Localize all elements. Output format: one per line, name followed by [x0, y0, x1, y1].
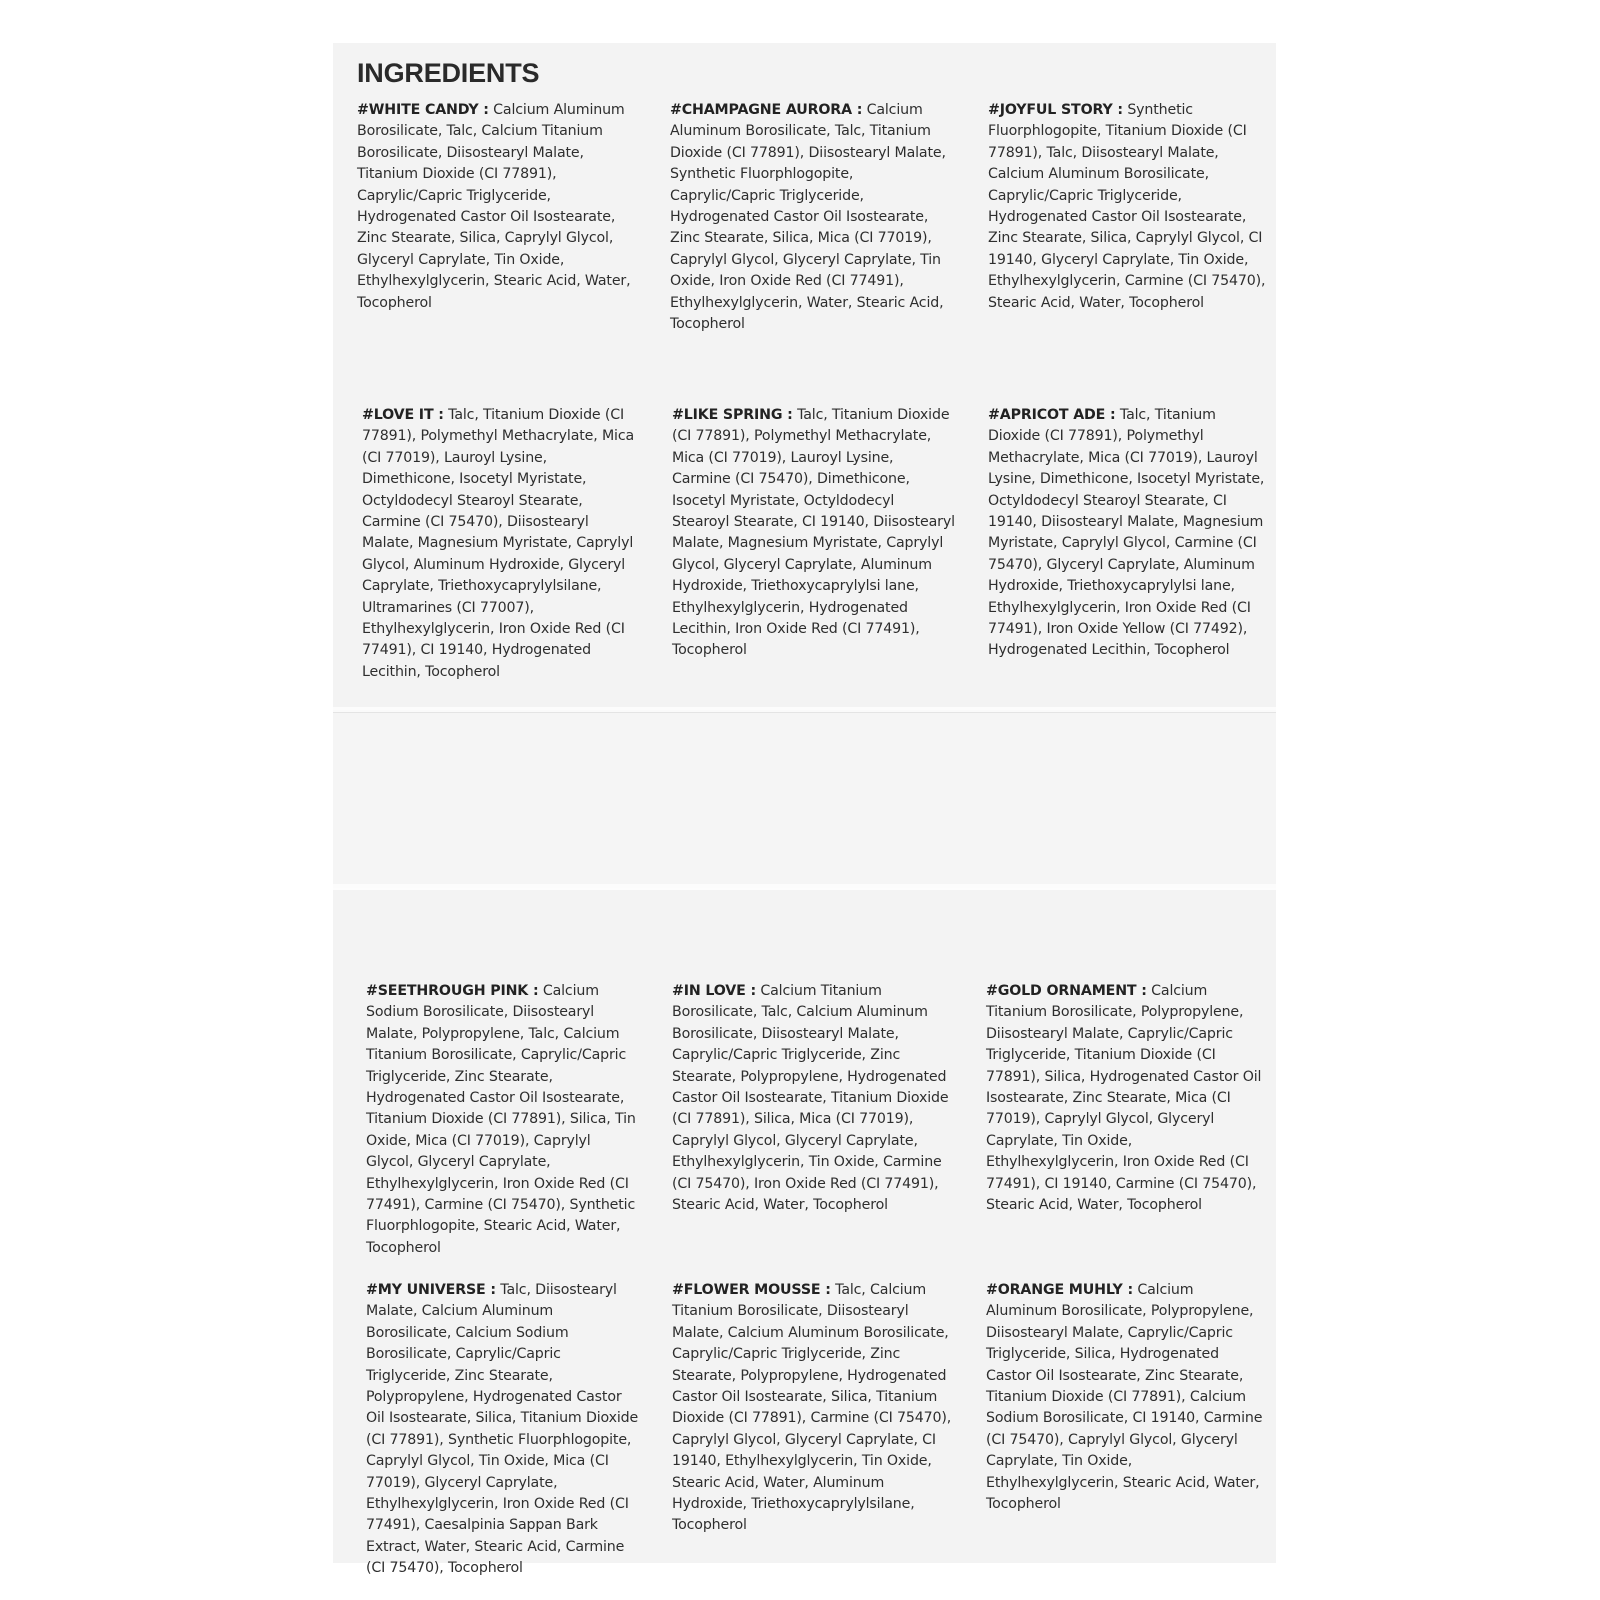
ingredient-entry-like-spring: [672, 405, 955, 662]
shade-name: #FLOWER MOUSSE :: [672, 1282, 831, 1298]
ingredient-list: Talc, Titanium Dioxide (CI 77891), Polymethyl Methacrylate, Mica (CI 77019), Lauroyl Lysine, Dimethicone, Isocetyl Myristate, Octyldodecyl Stearoyl Stearate, Carmine (CI 75470), Diisostearyl Malate, Magnesium Myristate, Caprylyl Glycol, Aluminum Hydroxide, Glyceryl Caprylate, Triethoxycaprylylsilane, Ultramarines (CI 77007), Ethylhexylglycerin, Iron Oxide Red (CI 77491), CI 19140, Hydrogenated Lecithin, Tocopherol: [362, 407, 635, 680]
ingredient-list: Talc, Titanium Dioxide (CI 77891), Polymethyl Methacrylate, Mica (CI 77019), Lauroyl Lysine, Carmine (CI 75470), Dimethicone, Isocetyl Myristate, Octyldodecyl Stearoyl Stearate, CI 19140, Diisostearyl Malate, Magnesium Myristate, Caprylyl Glycol, Glyceryl Caprylate, Aluminum Hydroxide, Triethoxycaprylylsi lane, Ethylhexylglycerin, Hydrogenated Lecithin, Iron Oxide Red (CI 77491), Tocopherol: [672, 407, 955, 659]
ingredient-list: Talc, Titanium Dioxide (CI 77891), Polymethyl Methacrylate, Mica (CI 77019), Lauroyl Lysine, Dimethicone, Isocetyl Myristate, Octyldodecyl Stearoyl Stearate, CI 19140, Diisostearyl Malate, Magnesium Myristate, Caprylyl Glycol, Carmine (CI 75470), Glyceryl Caprylate, Aluminum Hydroxide, Triethoxycaprylylsi lane, Ethylhexylglycerin, Iron Oxide Red (CI 77491), Iron Oxide Yellow (CI 77492), Hydrogenated Lecithin, Tocopherol: [988, 407, 1265, 659]
shade-name: #LIKE SPRING :: [672, 407, 793, 423]
ingredient-entry-joyful-story: [988, 100, 1266, 314]
shade-name: #MY UNIVERSE :: [366, 1282, 496, 1298]
ingredient-list: Calcium Titanium Borosilicate, Talc, Calcium Aluminum Borosilicate, Diisostearyl Malate, Caprylic/Capric Triglyceride, Zinc Stearate, Polypropylene, Hydrogenated Castor Oil Isostearate, Titanium Dioxide (CI 77891), Silica, Mica (CI 77019), Caprylyl Glycol, Glyceryl Caprylate, Ethylhexylglycerin, Tin Oxide, Carmine (CI 75470), Iron Oxide Red (CI 77491), Stearic Acid, Water, Tocopherol: [672, 983, 949, 1214]
ingredient-list: Calcium Aluminum Borosilicate, Talc, Titanium Dioxide (CI 77891), Diisostearyl Malate, Synthetic Fluorphlogopite, Caprylic/Capric Triglyceride, Hydrogenated Castor Oil Isostearate, Zinc Stearate, Silica, Mica (CI 77019), Caprylyl Glycol, Glyceryl Caprylate, Tin Oxide, Iron Oxide Red (CI 77491), Ethylhexylglycerin, Water, Stearic Acid, Tocopherol: [670, 102, 946, 333]
shade-name: #IN LOVE :: [672, 983, 756, 999]
shade-name: #WHITE CANDY :: [357, 102, 489, 118]
ingredient-entry-orange-muhly: [986, 1280, 1268, 1515]
ingredient-entry-apricot-ade: [988, 405, 1268, 662]
ingredient-entry-champagne-aurora: [670, 100, 955, 335]
ingredient-entry-seethrough-pink: [366, 981, 642, 1259]
ingredient-entry-love-it: [362, 405, 642, 683]
shade-name: #JOYFUL STORY :: [988, 102, 1123, 118]
ingredient-list: Calcium Sodium Borosilicate, Diisostearyl Malate, Polypropylene, Talc, Calcium Titanium Borosilicate, Caprylic/Capric Triglyceride, Zinc Stearate, Hydrogenated Castor Oil Isostearate, Titanium Dioxide (CI 77891), Silica, Tin Oxide, Mica (CI 77019), Caprylyl Glycol, Glyceryl Caprylate, Ethylhexylglycerin, Iron Oxide Red (CI 77491), Carmine (CI 75470), Synthetic Fluorphlogopite, Stearic Acid, Water, Tocopherol: [366, 983, 636, 1256]
ingredient-list: Calcium Aluminum Borosilicate, Polypropylene, Diisostearyl Malate, Caprylic/Capric Triglyceride, Silica, Hydrogenated Castor Oil Isostearate, Zinc Stearate, Titanium Dioxide (CI 77891), Calcium Sodium Borosilicate, CI 19140, Carmine (CI 75470), Caprylyl Glycol, Glyceryl Caprylate, Tin Oxide, Ethylhexylglycerin, Stearic Acid, Water, Tocopherol: [986, 1282, 1263, 1513]
ingredient-entry-my-universe: [366, 1280, 642, 1580]
ingredient-entry-gold-ornament: [986, 981, 1268, 1216]
fold-blank-panel: [333, 710, 1276, 890]
fold-crease-bottom: [333, 884, 1276, 888]
ingredient-list: Synthetic Fluorphlogopite, Titanium Dioxide (CI 77891), Talc, Diisostearyl Malate, Calcium Aluminum Borosilicate, Caprylic/Capric Triglyceride, Hydrogenated Castor Oil Isostearate, Zinc Stearate, Silica, Caprylyl Glycol, CI 19140, Glyceryl Caprylate, Tin Oxide, Ethylhexylglycerin, Carmine (CI 75470), Stearic Acid, Water, Tocopherol: [988, 102, 1266, 311]
ingredient-list: Calcium Aluminum Borosilicate, Talc, Calcium Titanium Borosilicate, Diisostearyl Malate, Titanium Dioxide (CI 77891), Caprylic/Capric Triglyceride, Hydrogenated Castor Oil Isostearate, Zinc Stearate, Silica, Caprylyl Glycol, Glyceryl Caprylate, Tin Oxide, Ethylhexylglycerin, Stearic Acid, Water, Tocopherol: [357, 102, 631, 311]
shade-name: #GOLD ORNAMENT :: [986, 983, 1147, 999]
shade-name: #LOVE IT :: [362, 407, 444, 423]
ingredient-entry-in-love: [672, 981, 955, 1216]
shade-name: #SEETHROUGH PINK :: [366, 983, 539, 999]
shade-name: #CHAMPAGNE AURORA :: [670, 102, 863, 118]
shade-name: #APRICOT ADE :: [988, 407, 1116, 423]
page-title: INGREDIENTS: [357, 58, 540, 88]
ingredient-list: Talc, Calcium Titanium Borosilicate, Diisostearyl Malate, Calcium Aluminum Borosilicate, Caprylic/Capric Triglyceride, Zinc Stearate, Polypropylene, Hydrogenated Castor Oil Isostearate, Silica, Titanium Dioxide (CI 77891), Carmine (CI 75470), Caprylyl Glycol, Glyceryl Caprylate, CI 19140, Ethylhexylglycerin, Tin Oxide, Stearic Acid, Water, Aluminum Hydroxide, Triethoxycaprylylsilane, Tocopherol: [672, 1282, 952, 1534]
ingredient-entry-flower-mousse: [672, 1280, 955, 1537]
ingredient-list: Talc, Diisostearyl Malate, Calcium Aluminum Borosilicate, Calcium Sodium Borosilicate, Caprylic/Capric Triglyceride, Zinc Stearate, Polypropylene, Hydrogenated Castor Oil Isostearate, Silica, Titanium Dioxide (CI 77891), Synthetic Fluorphlogopite, Caprylyl Glycol, Tin Oxide, Mica (CI 77019), Glyceryl Caprylate, Ethylhexylglycerin, Iron Oxide Red (CI 77491), Caesalpinia Sappan Bark Extract, Water, Stearic Acid, Carmine (CI 75470), Tocopherol: [366, 1282, 639, 1577]
shade-name: #ORANGE MUHLY :: [986, 1282, 1133, 1298]
ingredient-list: Calcium Titanium Borosilicate, Polypropylene, Diisostearyl Malate, Caprylic/Capric Triglyceride, Titanium Dioxide (CI 77891), Silica, Hydrogenated Castor Oil Isostearate, Zinc Stearate, Mica (CI 77019), Caprylyl Glycol, Glyceryl Caprylate, Tin Oxide, Ethylhexylglycerin, Iron Oxide Red (CI 77491), CI 19140, Carmine (CI 75470), Stearic Acid, Water, Tocopherol: [986, 983, 1262, 1214]
ingredient-entry-white-candy: [357, 100, 642, 314]
